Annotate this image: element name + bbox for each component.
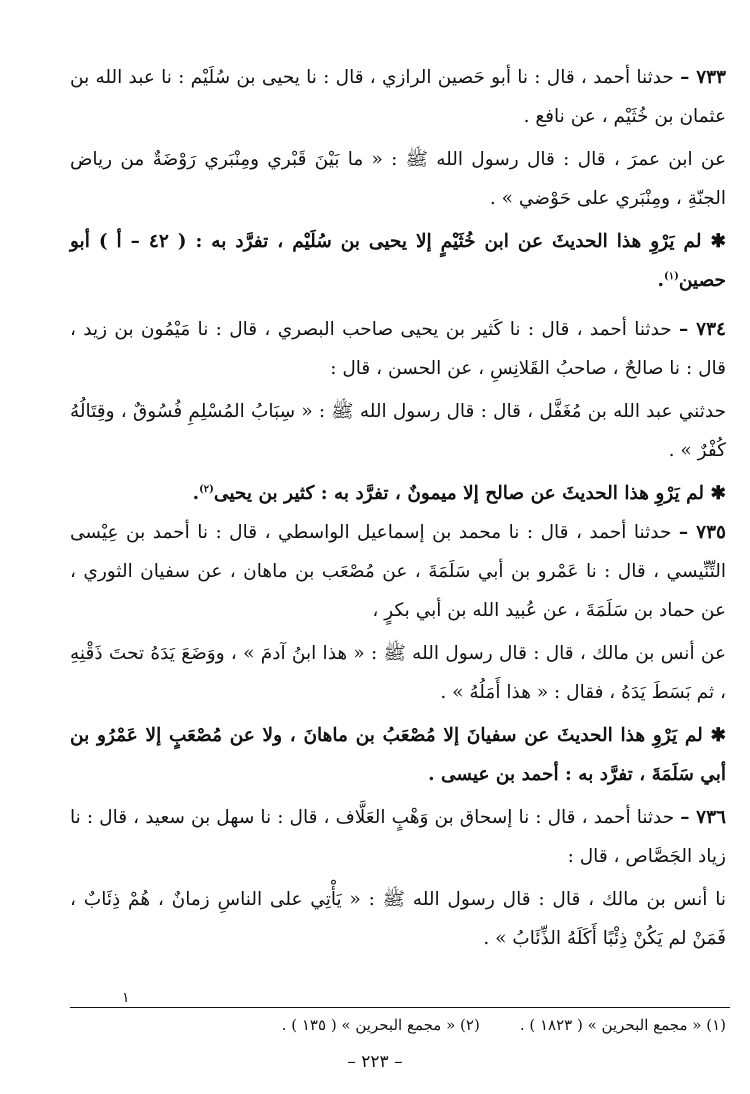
hadith-735-text: عن أنس بن مالك ، قال : قال رسول الله ﷺ : « هذا ابنُ آدمَ » ، ووَضَعَ يَدَهُ تحتَ ذَقْنِهِ ، ثم بَسَطَ يَدَهُ ، فقال : « هذا أَمَلُهُ » . [70, 643, 726, 703]
hadith-735-note: ✱ لم يَرْوِ هذا الحديثَ عن سفيانَ إلا مُصْعَبُ بن ماهانَ ، ولا عن مُصْعَبٍ إلا عَمْرُو بن أبي سَلَمَةَ ، تفرَّد به : أحمد بن عيسى . [70, 725, 726, 785]
footnote-2: (٢) « مجمع البحرين » ( ١٣٥ ) . [281, 1016, 480, 1034]
footnote-ref: (١) [664, 270, 679, 282]
hadith-734-text: حدثني عبد الله بن مُغَفَّل ، قال : قال رسول الله ﷺ : « سِبَابُ المُسْلِمِ فُسُوقٌ ، وقِتَالُهُ كُفْرٌ » . [70, 401, 726, 461]
footnote-ref: (٢) [199, 483, 214, 495]
page-body [70, 58, 726, 958]
isnad-text: حدثنا أحمد ، قال : نا أبو حَصين الرازي ، قال : نا يحيى بن سُلَيْم : نا عبد الله بن عثمان بن خُثَيْم ، عن نافع . [70, 67, 726, 127]
footnote-divider [70, 1007, 730, 1008]
hadith-number: ٧٣٦ – [680, 807, 726, 828]
hadith-734-note: ✱ لم يَرْوِ هذا الحديثَ عن صالح إلا ميمونٌ ، تفرَّد به : كثير بن يحيى$^{(٢)}$. [192, 483, 726, 504]
hadith-733-text: عن ابن عمرَ ، قال : قال رسول الله ﷺ : « ما بَيْنَ قَبْري ومِنْبَري رَوْضَةٌ من رياض الجنّةِ ، ومِنْبَري على حَوْضي » . [70, 149, 726, 209]
hadith-number: ٧٣٥ – [678, 522, 726, 543]
hadith-number: ٧٣٣ – [680, 67, 726, 88]
footnote-1: (١) « مجمع البحرين » ( ١٨٢٣ ) . [519, 1016, 726, 1034]
hadith-733-note: ✱ لم يَرْوِ هذا الحديثَ عن ابن خُثَيْمٍ إلا يحيى بن سُلَيْم ، تفرَّد به : ( ٤٢ – أ ) أبو حصين$^{(١)}$. [70, 231, 726, 291]
note-text: ✱ لم يَرْوِ هذا الحديثَ عن ابن خُثَيْمٍ إلا يحيى بن سُلَيْم ، تفرَّد به : ( ٤٢ – أ ) أبو حصين [70, 231, 726, 291]
hadith-734-chain [70, 310, 726, 388]
note-text: ✱ لم يَرْوِ هذا الحديثَ عن صالح إلا ميمونٌ ، تفرَّد به : كثير بن يحيى [213, 483, 726, 504]
page-number: – ٢٢٣ – [347, 1052, 403, 1072]
stray-mark: ١ [122, 990, 130, 1006]
hadith-735-chain [70, 513, 726, 630]
footnotes [70, 1016, 726, 1034]
isnad-text: حدثنا أحمد ، قال : نا محمد بن إسماعيل الواسطي ، قال : نا أحمد بن عِيْسى التِّنِّيسي ، قال : نا عَمْرو بن أبي سَلَمَةَ ، عن مُصْعَب بن ماهان ، عن سفيان الثوري ، عن حماد بن سَلَمَةَ ، عن عُبيد الله بن أبي بكرٍ ، [70, 522, 726, 621]
hadith-733-chain [70, 58, 726, 136]
hadith-736-chain [70, 798, 726, 876]
hadith-number: ٧٣٤ – [679, 319, 726, 340]
isnad-text: حدثنا أحمد ، قال : نا إسحاق بن وَهْبٍ العَلَّاف ، قال : نا سهل بن سعيد ، قال : نا زياد الجَصَّاص ، قال : [70, 807, 726, 867]
isnad-text: حدثنا أحمد ، قال : نا كَثير بن يحيى صاحب البصري ، قال : نا مَيْمُون بن زيد ، قال : نا صالحٌ ، صاحبُ القَلانِسِ ، عن الحسن ، قال : [70, 319, 726, 379]
hadith-736-text: نا أنس بن مالك ، قال : قال رسول الله ﷺ : « يَأْتِي على الناسِ زمانٌ ، هُمْ ذِئَابٌ ، فَمَنْ لم يَكُنْ ذِئْبًا أَكَلَهُ الذِّئَابُ » . [70, 889, 726, 949]
